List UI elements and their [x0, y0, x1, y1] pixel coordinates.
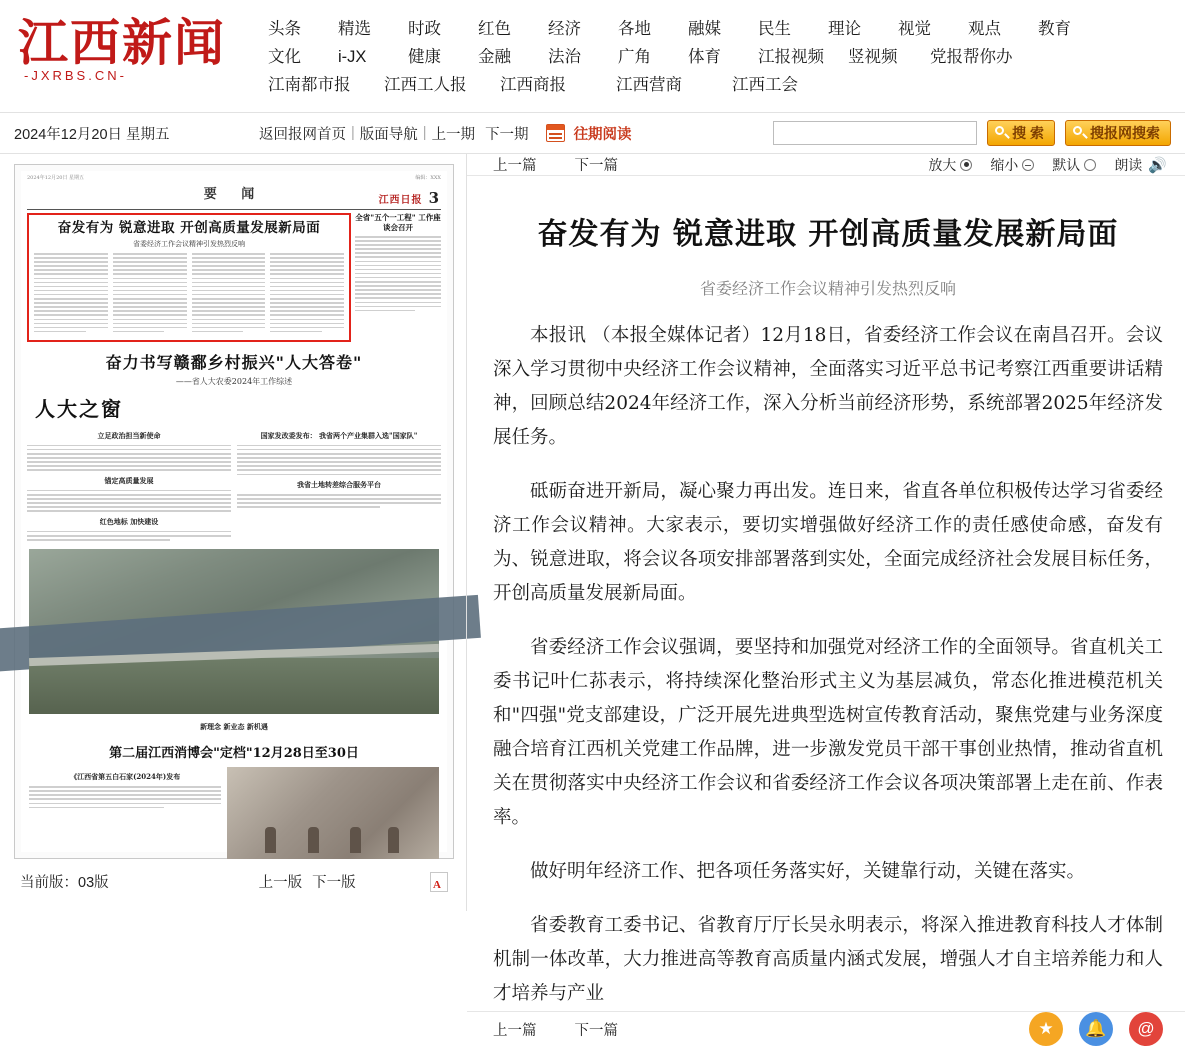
- nav-item-tiyu[interactable]: 体育: [688, 48, 721, 66]
- text-column: [192, 253, 266, 335]
- paper-top-right: 编辑：XXX: [415, 175, 441, 181]
- bell-icon[interactable]: 🔔: [1079, 1012, 1113, 1046]
- paper-feature-title[interactable]: 奋力书写赣鄱乡村振兴"人大答卷": [105, 352, 363, 372]
- paper-top-left: 2024年12月20日 星期五: [27, 175, 85, 181]
- paper-section-title: 要 闻: [203, 187, 265, 202]
- paper-preview-column: [0, 154, 466, 911]
- nav-item-rongmei[interactable]: 融媒: [688, 20, 721, 38]
- paper-page-frame[interactable]: [14, 164, 454, 859]
- article-title: 奋发有为 锐意进取 开创高质量发展新局面: [537, 217, 1119, 253]
- nav-item-guangjiao[interactable]: 广角: [618, 48, 651, 66]
- nav-item-jiangxiyingshang[interactable]: 江西营商: [616, 76, 682, 94]
- font-enlarge-control[interactable]: [928, 155, 972, 175]
- paper-banner-text: 新理念 新业态 新机遇: [200, 722, 268, 732]
- paper-mid-left: [27, 426, 231, 543]
- site-logo[interactable]: [0, 8, 268, 98]
- divider: |: [351, 125, 355, 141]
- font-default-control[interactable]: [1052, 155, 1096, 175]
- nav-item-jiangbaoshipin[interactable]: 江报视频: [758, 48, 824, 66]
- star-icon[interactable]: ★: [1029, 1012, 1063, 1046]
- prev-page-link[interactable]: 上一版: [258, 875, 303, 891]
- read-aloud-label: 朗读: [1114, 156, 1143, 173]
- next-issue-link[interactable]: 下一期: [485, 126, 529, 143]
- text-column: [34, 253, 108, 335]
- share-buttons: [1029, 1012, 1163, 1046]
- font-default-label: 默认: [1052, 156, 1081, 173]
- radio-icon[interactable]: [960, 159, 972, 171]
- radio-icon[interactable]: [1022, 159, 1034, 171]
- search-button-label: 搜 索: [1012, 125, 1044, 141]
- article-footer: [467, 1011, 1185, 1046]
- nav-item-gedi[interactable]: 各地: [618, 20, 651, 38]
- site-header: [0, 0, 1185, 112]
- font-size-controls: [914, 155, 1167, 175]
- current-page-value: 03版: [78, 875, 109, 891]
- nav-item-minsheng[interactable]: 民生: [758, 20, 791, 38]
- current-page-label: 当前版：: [20, 875, 78, 891]
- radio-icon[interactable]: [1084, 159, 1096, 171]
- search-icon: [995, 126, 1004, 135]
- paper-column-logo: 人大之窗: [35, 396, 123, 421]
- paper-bottom-title[interactable]: 第二届江西消博会"定档"12月28日至30日: [109, 746, 359, 762]
- paper-middle-columns: [21, 426, 447, 543]
- weibo-icon[interactable]: @: [1129, 1012, 1163, 1046]
- nav-item-lilun[interactable]: 理论: [828, 20, 861, 38]
- paper-rule: [27, 209, 441, 210]
- paper-topline: [21, 171, 447, 181]
- calendar-icon[interactable]: [546, 124, 565, 142]
- article-next-link-top[interactable]: 下一篇: [574, 158, 618, 174]
- article-paragraph: 本报讯 （本报全媒体记者）12月18日，省委经济工作会议在南昌召开。会议深入学习贯彻中央经济工作会议精神，全面落实习近平总书记考察江西重要讲话精神，回顾总结2024年经济工作，深入分析当前经济形势，系统部署2025年经济发展任务。: [493, 325, 1163, 449]
- article-body: [467, 176, 1185, 1011]
- site-search-button-label: 搜报网搜索: [1090, 125, 1160, 141]
- article-prev-link-top[interactable]: 上一篇: [493, 158, 537, 174]
- pager-links: [259, 871, 356, 892]
- paper-box-title: 奋发有为 锐意进取 开创高质量发展新局面: [57, 220, 321, 236]
- paper-top-columns: [21, 213, 447, 342]
- nav-item-ijx[interactable]: i-JX: [338, 48, 367, 66]
- nav-row-3: [268, 74, 1175, 96]
- next-page-link[interactable]: 下一版: [312, 875, 356, 891]
- nav-item-jiangxigonghui[interactable]: 江西工会: [732, 76, 798, 94]
- paper-page: [21, 171, 447, 852]
- nav-item-jinrong[interactable]: 金融: [478, 48, 511, 66]
- search-area: [773, 120, 1171, 146]
- page-navigation-link[interactable]: 版面导航: [359, 126, 418, 143]
- nav-row-1: [268, 18, 1175, 40]
- nav-item-shizheng[interactable]: 时政: [408, 20, 441, 38]
- article-toolbar: [467, 154, 1185, 176]
- search-button[interactable]: [987, 120, 1055, 146]
- paper-mid-right: [237, 426, 441, 543]
- site-search-button[interactable]: [1065, 120, 1171, 146]
- logo-sub-text: -JXRBS.CN-: [24, 68, 127, 83]
- paper-feature-subtitle: ——省人大农委2024年工作综述: [175, 376, 293, 386]
- back-to-home-link[interactable]: 返回报网首页: [259, 126, 346, 143]
- paper-box-text: [34, 253, 344, 335]
- text-column: [29, 767, 221, 859]
- photo-field: [29, 658, 439, 714]
- nav-row-2: [268, 46, 1175, 68]
- speaker-icon[interactable]: 🔊: [1148, 156, 1167, 174]
- search-icon: [1073, 126, 1082, 135]
- article-column: [466, 154, 1185, 1039]
- prev-issue-link[interactable]: 上一期: [431, 126, 476, 143]
- article-paragraph: 省委经济工作会议强调，要坚持和加强党对经济工作的全面领导。省直机关工委书记叶仁荪表示，将持续深化整治形式主义为基层减负，常态化推进模范机关和"四强"党支部建设，广泛开展先进典型选树宣传教育活动，聚焦党建与业务深度融合培育江西机关党建工作品牌，进一步激发党员干部干事创业热情，推动省直机关在贯彻落实中央经济工作会议和省委经济工作会议各项决策部署上走在前、作表率。: [493, 637, 1163, 829]
- nav-item-jingji[interactable]: 经济: [548, 20, 581, 38]
- paper-photo-people: [227, 767, 439, 859]
- toolbar-links: [254, 123, 637, 144]
- paper-mid-head-2: 锚定高质量发展: [104, 475, 154, 485]
- paper-page-number: 3: [428, 189, 439, 207]
- logo-main-text: 江西新闻: [18, 13, 226, 72]
- paper-mid-article-2[interactable]: 我省土地转差综合服务平台: [297, 480, 381, 490]
- paper-photo-aerial: [29, 549, 439, 714]
- nav-item-jiangxishangbao[interactable]: 江西商报: [500, 76, 566, 94]
- nav-item-jiangnandushibao[interactable]: 江南都市报: [268, 76, 351, 94]
- divider: |: [422, 125, 427, 141]
- nav-item-dangbaobangnib[interactable]: 党报帮你办: [930, 48, 1013, 66]
- nav-item-shijue[interactable]: 视觉: [898, 20, 931, 38]
- highlighted-article-box[interactable]: [27, 213, 351, 342]
- main-nav: [268, 8, 1185, 102]
- paper-mid-head-1: 立足政治担当新使命: [97, 430, 161, 440]
- toolbar: [0, 112, 1185, 154]
- article-paragraph: 砥砺奋进开新局，凝心聚力再出发。连日来，省直各单位积极传达学习省委经济工作会议精神。大家表示，要切实增强做好经济工作的责任感使命感，奋发有为、锐意进取，将会议各项安排部署落到实处，全面完成经济社会发展目标任务，开创高质量发展新局面。: [493, 481, 1163, 605]
- font-shrink-control[interactable]: [990, 155, 1034, 175]
- nav-item-jiankang[interactable]: 健康: [408, 48, 441, 66]
- logo-text: [18, 14, 268, 72]
- pdf-icon[interactable]: [430, 872, 448, 892]
- font-shrink-label: 缩小: [990, 156, 1019, 173]
- article-next-link-bottom[interactable]: 下一篇: [574, 1022, 618, 1039]
- article-subtitle: 省委经济工作会议精神引发热烈反响: [699, 279, 956, 299]
- main-area: [0, 154, 1185, 1039]
- paper-right-column[interactable]: [355, 213, 441, 342]
- paper-bottom-small: 《江西省第五白石家(2024年)发布: [70, 772, 181, 782]
- nav-item-jiaoyu[interactable]: 教育: [1038, 20, 1071, 38]
- nav-item-jingxuan[interactable]: 精选: [338, 20, 371, 38]
- paper-right-headline: 全省"五个一工程" 工作座谈会召开: [355, 213, 441, 232]
- paper-mid-head-3: 红色地标 加快建设: [99, 516, 159, 526]
- paper-mid-article-1[interactable]: 国家发改委发布： 我省两个产业集群入选"国家队": [260, 430, 418, 440]
- article-prev-link-bottom[interactable]: 上一篇: [493, 1022, 537, 1039]
- nav-item-shushipin[interactable]: 竖视频: [848, 48, 898, 66]
- nav-item-jiangxigongrenbao[interactable]: 江西工人报: [384, 76, 467, 94]
- nav-item-wenhua[interactable]: 文化: [268, 48, 301, 66]
- article-paragraph: 做好明年经济工作、把各项任务落实好，关键靠行动，关键在落实。: [530, 861, 1086, 883]
- paper-bottom-columns: [21, 761, 447, 859]
- current-date: 2024年12月20日 星期五: [14, 126, 170, 143]
- nav-item-guandian[interactable]: 观点: [968, 20, 1001, 38]
- font-enlarge-label: 放大: [928, 156, 957, 173]
- text-column: [113, 253, 187, 335]
- paper-box-subtitle: 省委经济工作会议精神引发热烈反响: [133, 240, 245, 248]
- nav-item-hongse[interactable]: 红色: [478, 20, 511, 38]
- nav-item-fazhi[interactable]: 法治: [548, 48, 581, 66]
- article-paragraph: 省委教育工委书记、省教育厅厅长吴永明表示，将深入推进教育科技人才体制机制一体改革，大力推进高等教育高质量内涵式发展，增强人才自主培养能力和人才培养与产业: [493, 915, 1163, 1005]
- read-aloud-control[interactable]: [1114, 155, 1167, 175]
- paper-pager: [14, 859, 454, 892]
- paper-masthead-name: 江西日报: [378, 194, 423, 206]
- nav-item-toutiao[interactable]: 头条: [268, 20, 301, 38]
- search-input[interactable]: [773, 121, 977, 145]
- text-column: [270, 253, 344, 335]
- past-issues-link[interactable]: 往期阅读: [573, 126, 632, 143]
